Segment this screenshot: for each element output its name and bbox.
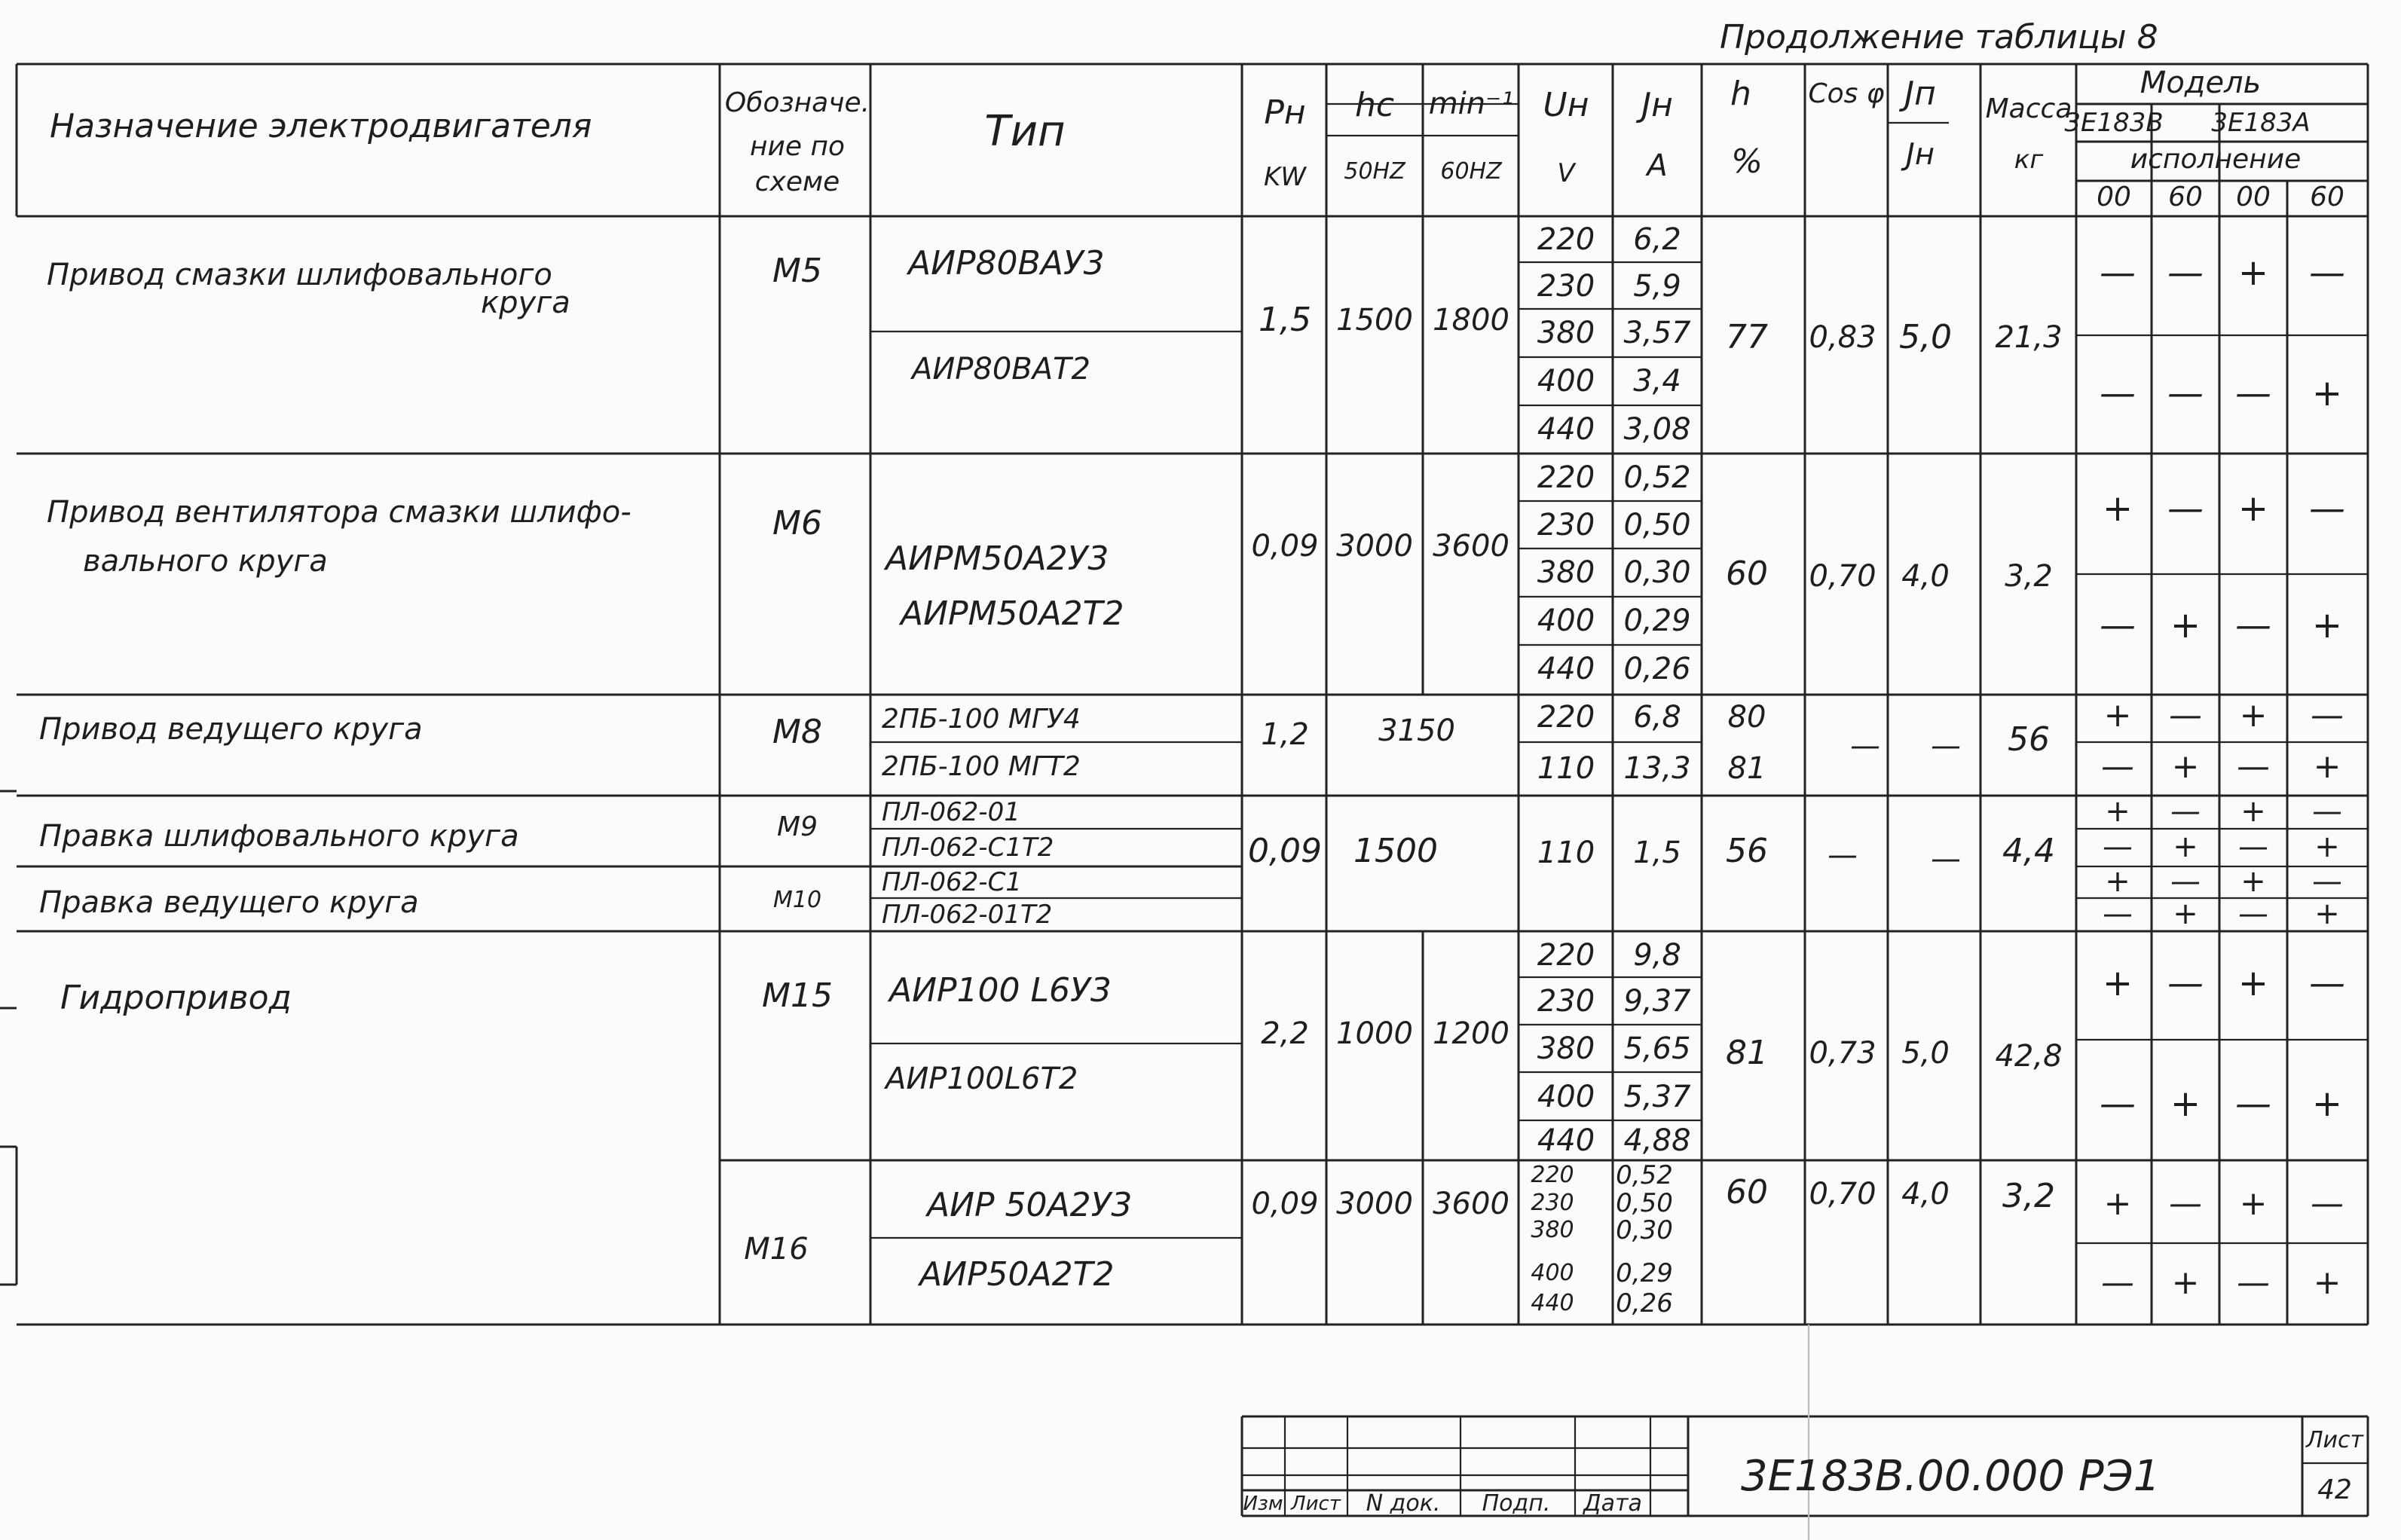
r4-m1-3: + [2240, 794, 2266, 829]
r4-m3-1: + [2105, 864, 2130, 899]
r4-un: 110 [1537, 836, 1595, 870]
header-mass: Масса [1985, 93, 2072, 124]
r5-purpose: Гидропривод [60, 979, 292, 1017]
header-model-a: 3Е183В [2064, 108, 2164, 138]
header-pn-unit: KW [1264, 162, 1306, 192]
r5-cos: 0,73 [1809, 1036, 1876, 1071]
r2-m1-2: — [2167, 487, 2204, 530]
header-ratio-bottom: Jн [1906, 137, 1935, 172]
header-exec-4: 60 [2310, 182, 2344, 212]
r3-jn-2: 13,3 [1623, 751, 1691, 786]
r4-mass: 4,4 [2002, 832, 2055, 870]
r1-min: 1800 [1433, 303, 1509, 338]
r2-un-5: 440 [1537, 652, 1595, 686]
tb-label-doc: N док. [1366, 1490, 1441, 1517]
header-jn: Jн [1641, 86, 1673, 124]
r4-m3-2: — [2170, 864, 2201, 899]
r5-min: 1200 [1433, 1016, 1509, 1051]
r4-hc: 1500 [1353, 832, 1438, 870]
r3-purpose: Привод ведущего круга [39, 712, 423, 747]
r1-ratio: 5,0 [1899, 318, 1952, 356]
r3-m2-2: + [2171, 747, 2200, 786]
r5-type-2: АИР100L6Т2 [885, 1062, 1078, 1096]
header-purpose: Назначение электродвигателя [50, 107, 592, 145]
r5-jn-5: 4,88 [1623, 1123, 1691, 1158]
header-ratio-top: Jп [1904, 75, 1936, 113]
r5-pn: 2,2 [1261, 1016, 1309, 1051]
r2-mass: 3,2 [2005, 559, 2053, 594]
r2-jn-2: 0,50 [1623, 508, 1691, 542]
r4-m2-1: — [2103, 830, 2133, 864]
r4-m1-2: — [2170, 794, 2201, 829]
header-min: min⁻¹ [1428, 87, 1514, 121]
r5-mass: 42,8 [1995, 1039, 2063, 1074]
r3-m2-4: + [2313, 747, 2341, 786]
header-jn-unit: A [1647, 148, 1668, 183]
r3-cos: — [1850, 729, 1880, 763]
r5-hc: 1000 [1336, 1016, 1413, 1051]
r5-jn-1: 9,8 [1633, 938, 1681, 973]
r5-un-2: 230 [1537, 984, 1595, 1019]
r4-cos: — [1828, 838, 1858, 872]
r4-purpose-a: Правка шлифовального круга [39, 819, 519, 854]
r5-m1-2: — [2167, 962, 2204, 1004]
r4-m4-4: + [2314, 897, 2340, 931]
r2-m1-1: + [2102, 487, 2133, 530]
r3-mass: 56 [2008, 720, 2050, 759]
r1-m1-4: — [2309, 252, 2345, 294]
r5-m2-4: + [2311, 1083, 2343, 1125]
r5-ratio: 5,0 [1901, 1036, 1950, 1071]
r4-eff: 56 [1726, 832, 1768, 870]
r1-un-2: 230 [1537, 269, 1595, 304]
tb-sheet-no: 42 [2317, 1474, 2352, 1505]
r4-type-2: ПЛ-062-С1Т2 [882, 833, 1054, 863]
header-un: Uн [1543, 86, 1589, 124]
r3-jn-1: 6,8 [1633, 700, 1681, 735]
r2-type-1: АИРМ50А2У3 [885, 539, 1109, 578]
r6-ratio: 4,0 [1901, 1177, 1950, 1212]
r4-m1-1: + [2105, 794, 2130, 829]
r4-code-a: M9 [777, 811, 818, 842]
r1-un-3: 380 [1537, 316, 1595, 350]
r3-m2-3: — [2237, 747, 2270, 786]
header-designation-3: схеме [754, 167, 840, 197]
r6-m2-3: — [2237, 1263, 2270, 1302]
tb-label-list: Лист [1291, 1493, 1341, 1515]
r1-m2-1: — [2100, 372, 2136, 414]
r2-code: M6 [772, 504, 822, 542]
r1-un-5: 440 [1537, 412, 1595, 447]
r2-jn-4: 0,29 [1623, 603, 1691, 638]
r6-mass: 3,2 [2002, 1177, 2055, 1215]
r4-m2-3: — [2238, 830, 2268, 864]
header-designation-2: ние по [749, 131, 846, 162]
r4-m1-4: — [2312, 794, 2342, 829]
r6-cos: 0,70 [1809, 1177, 1876, 1212]
r6-m2-2: + [2171, 1263, 2200, 1302]
header-exec-3: 00 [2236, 182, 2271, 212]
r1-pn: 1,5 [1259, 301, 1311, 339]
r5-jn-2: 9,37 [1623, 984, 1691, 1019]
r6-jn-2: 0,50 [1616, 1188, 1673, 1218]
r2-eff: 60 [1726, 555, 1768, 593]
r2-un-3: 380 [1537, 555, 1595, 590]
r1-cos: 0,83 [1809, 320, 1876, 355]
r6-un-3: 380 [1531, 1217, 1574, 1243]
tb-label-date: Дата [1583, 1490, 1642, 1517]
r4-type-1: ПЛ-062-01 [882, 797, 1020, 827]
r6-code: M16 [744, 1232, 809, 1267]
r5-m1-3: + [2237, 962, 2269, 1004]
r6-m2-1: — [2101, 1263, 2134, 1302]
r4-m4-2: + [2173, 897, 2198, 931]
r2-hc: 3000 [1336, 529, 1413, 564]
r5-code: M15 [762, 976, 833, 1015]
r1-un-4: 400 [1537, 364, 1595, 399]
header-mass-unit: кг [2014, 145, 2044, 175]
r3-pn: 1,2 [1261, 717, 1309, 752]
r6-m1-4: — [2311, 1184, 2344, 1223]
header-eff: h [1730, 75, 1751, 113]
r1-purpose-1: Привод смазки шлифовального [47, 258, 552, 292]
r4-m3-3: + [2240, 864, 2266, 899]
r1-mass: 21,3 [1995, 320, 2063, 355]
r6-m2-4: + [2313, 1263, 2341, 1302]
header-hc: hc [1354, 86, 1395, 124]
r5-jn-3: 5,65 [1623, 1031, 1691, 1066]
tb-label-sign: Подп. [1482, 1490, 1551, 1517]
r6-type-2: АИР50А2Т2 [919, 1255, 1115, 1294]
r3-type-1: 2ПБ-100 МГУ4 [882, 704, 1081, 735]
r1-jn-5: 3,08 [1623, 412, 1691, 447]
r2-un-1: 220 [1537, 460, 1595, 495]
r1-m2-3: — [2235, 372, 2271, 414]
r1-jn-4: 3,4 [1633, 364, 1681, 399]
r4-code-b: M10 [772, 887, 822, 913]
header-hc-50: 50HZ [1344, 158, 1405, 185]
r3-un-2: 110 [1537, 751, 1595, 786]
r2-un-4: 400 [1537, 603, 1595, 638]
r2-m2-3: — [2235, 604, 2271, 646]
r5-m1-1: + [2102, 962, 2133, 1004]
r6-un-2: 230 [1531, 1190, 1574, 1216]
r5-un-4: 400 [1537, 1080, 1595, 1114]
r3-m2-1: — [2101, 747, 2134, 786]
r2-jn-5: 0,26 [1623, 652, 1691, 686]
r3-m1-3: + [2239, 696, 2268, 735]
r6-m1-2: — [2169, 1184, 2202, 1223]
r1-type-2: АИР80ВАТ2 [912, 352, 1090, 387]
r3-type-2: 2ПБ-100 МГТ2 [882, 751, 1081, 782]
r2-m1-4: — [2309, 487, 2345, 530]
r6-un-4: 400 [1531, 1260, 1574, 1286]
r6-min: 3600 [1433, 1187, 1509, 1221]
r3-m1-1: + [2103, 696, 2132, 735]
header-pn: Pн [1264, 93, 1306, 132]
r4-ratio: — [1931, 842, 1961, 876]
r5-m1-4: — [2309, 962, 2345, 1004]
header-model-b: 3Е183А [2211, 108, 2311, 138]
r5-type-1: АИР100 L6У3 [889, 971, 1112, 1010]
r4-m3-4: — [2312, 864, 2342, 899]
r5-m2-2: + [2170, 1083, 2201, 1125]
header-cos: Cos φ [1808, 78, 1885, 109]
r3-hc: 3150 [1378, 713, 1455, 748]
r3-un-1: 220 [1537, 700, 1595, 735]
r5-un-5: 440 [1537, 1123, 1595, 1158]
r1-jn-3: 3,57 [1623, 316, 1691, 350]
r2-un-2: 230 [1537, 508, 1595, 542]
r1-hc: 1500 [1336, 303, 1413, 338]
r1-purpose-2: круга [481, 286, 570, 320]
r5-m2-3: — [2235, 1083, 2271, 1125]
r6-jn-1: 0,52 [1616, 1160, 1673, 1190]
header-execution: исполнение [2130, 144, 2302, 175]
r6-jn-3: 0,30 [1616, 1215, 1673, 1245]
header-type: Тип [984, 107, 1066, 156]
r1-jn-2: 5,9 [1633, 269, 1681, 304]
r1-un-1: 220 [1537, 222, 1595, 257]
r2-purpose-1: Привод вентилятора смазки шлифо- [47, 495, 632, 530]
r2-purpose-2: вального круга [83, 544, 328, 579]
r4-jn: 1,5 [1633, 836, 1681, 870]
r1-jn-1: 6,2 [1633, 222, 1681, 257]
r6-pn: 0,09 [1251, 1187, 1319, 1221]
r6-un-1: 220 [1531, 1162, 1574, 1188]
header-exec-1: 00 [2097, 182, 2131, 212]
header-exec-2: 60 [2168, 182, 2203, 212]
header-designation-1: Обозначе. [724, 87, 870, 118]
r6-jn-4: 0,29 [1616, 1258, 1673, 1288]
r2-m2-2: + [2170, 604, 2201, 646]
r2-m2-1: — [2100, 604, 2136, 646]
r4-m2-2: + [2173, 830, 2198, 864]
r4-pn: 0,09 [1248, 832, 1322, 870]
r1-code: M5 [772, 252, 822, 290]
r3-code: M8 [772, 713, 822, 751]
r2-jn-1: 0,52 [1623, 460, 1691, 495]
r3-eff-1: 80 [1727, 700, 1766, 735]
r6-m1-1: + [2103, 1184, 2132, 1223]
r2-ratio: 4,0 [1901, 559, 1950, 594]
r6-m1-3: + [2239, 1184, 2268, 1223]
r2-m1-3: + [2237, 487, 2269, 530]
r4-purpose-b: Правка ведущего круга [39, 885, 419, 920]
r2-type-2: АИРМ50А2Т2 [901, 594, 1124, 633]
r5-un-3: 380 [1537, 1031, 1595, 1066]
r5-jn-4: 5,37 [1623, 1080, 1691, 1114]
r6-hc: 3000 [1336, 1187, 1413, 1221]
r3-m1-2: — [2169, 696, 2202, 735]
header-min-60: 60HZ [1440, 158, 1502, 185]
r2-pn: 0,09 [1251, 529, 1319, 564]
r1-m1-1: — [2100, 252, 2136, 294]
r2-cos: 0,70 [1809, 559, 1876, 594]
r5-m2-1: — [2100, 1083, 2136, 1125]
r6-jn-5: 0,26 [1616, 1288, 1673, 1318]
r6-eff: 60 [1726, 1173, 1768, 1212]
r3-eff-2: 81 [1727, 751, 1766, 786]
header-eff-unit: % [1731, 142, 1763, 181]
r3-m1-4: — [2311, 696, 2344, 735]
r1-m1-3: + [2237, 252, 2269, 294]
r2-jn-3: 0,30 [1623, 555, 1691, 590]
r3-ratio: — [1931, 729, 1961, 763]
r4-type-4: ПЛ-062-01Т2 [882, 900, 1053, 930]
r6-type-1: АИР 50А2У3 [927, 1186, 1133, 1224]
r5-un-1: 220 [1537, 938, 1595, 973]
continuation-caption: Продолжение таблицы 8 [1720, 18, 2158, 57]
r4-m4-3: — [2238, 897, 2268, 931]
r4-m4-1: — [2103, 897, 2133, 931]
r1-m2-4: + [2311, 372, 2343, 414]
tb-doc-code: 3Е183В.00.000 РЭ1 [1741, 1452, 2161, 1501]
header-model: Модель [2139, 66, 2262, 100]
r4-m2-4: + [2314, 830, 2340, 864]
header-un-unit: V [1557, 158, 1575, 188]
tb-sheet-label: Лист [2305, 1427, 2364, 1453]
r2-m2-4: + [2311, 604, 2343, 646]
r2-min: 3600 [1433, 529, 1509, 564]
r1-m1-2: — [2167, 252, 2204, 294]
tb-label-izm: Изм [1243, 1493, 1283, 1515]
r6-un-5: 440 [1531, 1290, 1574, 1316]
r4-type-3: ПЛ-062-С1 [882, 867, 1022, 897]
r5-eff: 81 [1726, 1034, 1768, 1072]
r1-eff: 77 [1726, 318, 1768, 356]
r1-m2-2: — [2167, 372, 2204, 414]
r1-type-1: АИР80ВАУ3 [908, 244, 1105, 283]
